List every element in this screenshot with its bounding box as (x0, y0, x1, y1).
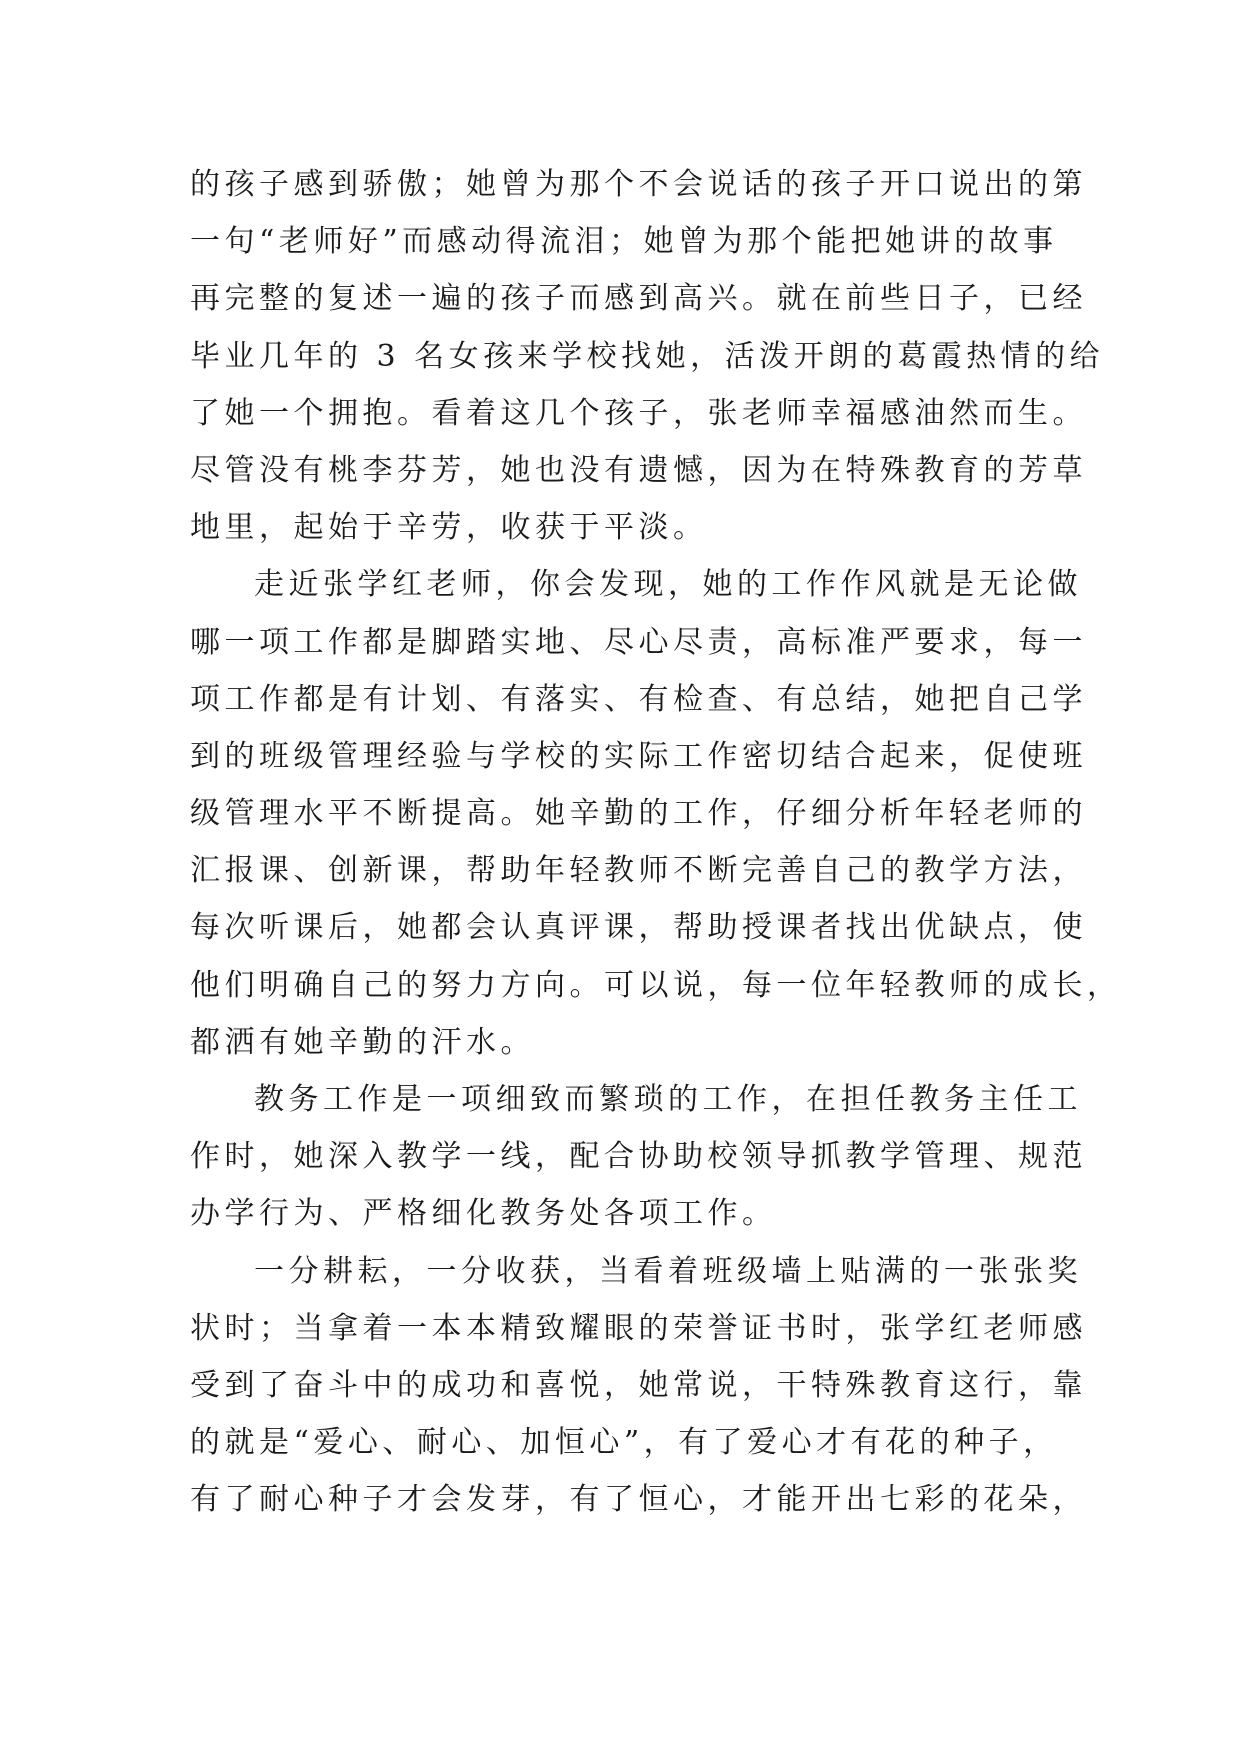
text-line: 到的班级管理经验与学校的实际工作密切结合起来，促使班 (190, 738, 1087, 774)
text-line: 受到了奋斗中的成功和喜悦，她常说，干特殊教育这行，靠 (190, 1367, 1087, 1403)
text-line: 了她一个拥抱。看着这几个孩子，张老师幸福感油然而生。 (190, 395, 1087, 431)
paragraph-start-line: 教务工作是一项细致而繁琐的工作，在担任教务主任工 (254, 1082, 1082, 1117)
text-line: 每次听课后，她都会认真评课，帮助授课者找出优缺点，使 (190, 910, 1087, 946)
text-line: 再完整的复述一遍的孩子而感到高兴。就在前些日子，已经 (190, 281, 1087, 317)
text-line: 级管理水平不断提高。她辛勤的工作，仔细分析年轻老师的 (190, 796, 1087, 832)
text-line: 都洒有她辛勤的汗水。 (190, 1024, 535, 1060)
text-line: 一句“老师好”而感动得流泪；她曾为那个能把她讲的故事 (190, 224, 1058, 260)
body-text (190, 156, 1122, 1529)
text-line: 的就是“爱心、耐心、加恒心”，有了爱心才有花的种子， (190, 1425, 1058, 1461)
text-line: 毕业几年的 3 名女孩来学校找她，活泼开朗的葛霞热情的给 (190, 338, 1105, 374)
text-line: 办学行为、严格细化教务处各项工作。 (190, 1196, 777, 1232)
text-line: 哪一项工作都是脚踏实地、尽心尽责，高标准严要求，每一 (190, 624, 1087, 660)
text-line: 的孩子感到骄傲；她曾为那个不会说话的孩子开口说出的第 (190, 167, 1087, 202)
text-line: 有了耐心种子才会发芽，有了恒心，才能开出七彩的花朵， (190, 1482, 1087, 1518)
paragraph-start-line: 走近张学红老师，你会发现，她的工作作风就是无论做 (254, 567, 1082, 603)
paragraph-start-line: 一分耕耘，一分收获，当看着班级墙上贴满的一张张奖 (254, 1253, 1082, 1289)
text-line: 地里，起始于辛劳，收获于平淡。 (190, 510, 708, 546)
text-line: 尽管没有桃李芬芳，她也没有遗憾，因为在特殊教育的芳草 (190, 452, 1087, 488)
text-line: 汇报课、创新课，帮助年轻教师不断完善自己的教学方法， (190, 853, 1087, 889)
text-line: 作时，她深入教学一线，配合协助校领导抓教学管理、规范 (190, 1139, 1087, 1175)
text-line: 状时；当拿着一本本精致耀眼的荣誉证书时，张学红老师感 (190, 1310, 1087, 1346)
text-line: 项工作都是有计划、有落实、有检查、有总结，她把自己学 (190, 681, 1087, 717)
text-line: 他们明确自己的努力方向。可以说，每一位年轻教师的成长， (190, 967, 1122, 1003)
